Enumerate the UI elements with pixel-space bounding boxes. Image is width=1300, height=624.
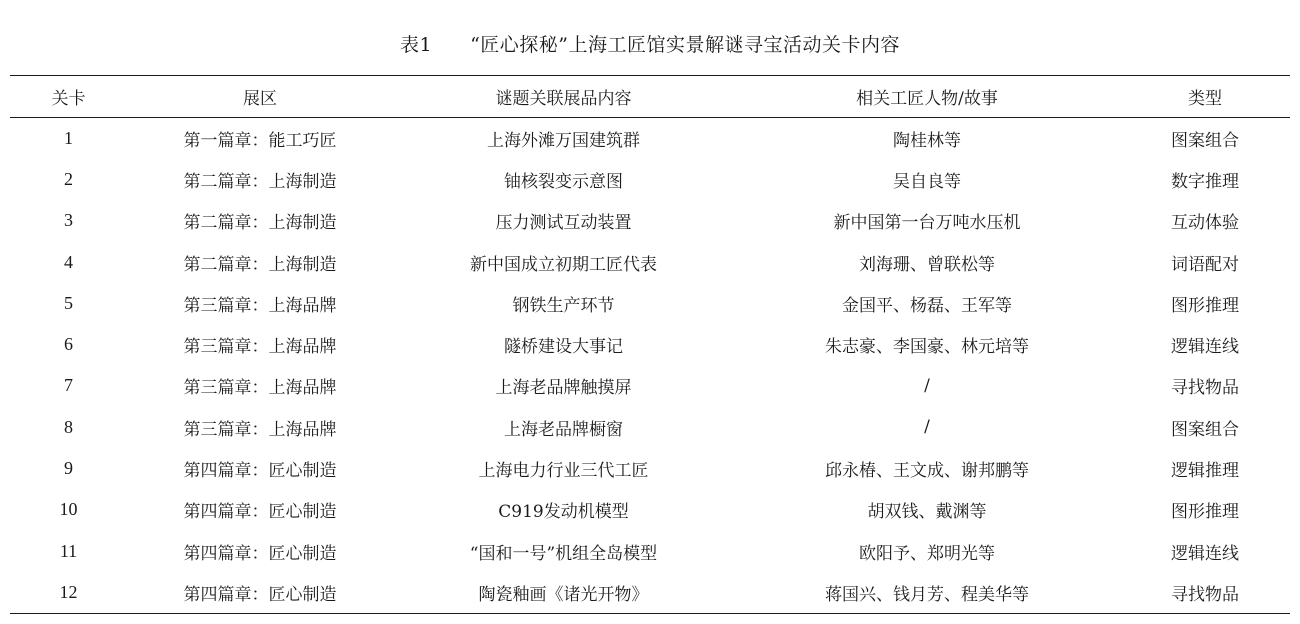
cell-exhibit: 上海外滩万国建筑群 [487, 130, 640, 151]
cell-zone: 第三篇章：上海品牌 [183, 378, 337, 399]
table-row [10, 365, 1290, 406]
table-row [10, 448, 1290, 489]
table-caption [0, 30, 1300, 57]
cell-level: 9 [64, 458, 73, 479]
cell-exhibit: 上海老品牌触摸屏 [495, 378, 632, 399]
cell-people: 欧阳予、郑明光等 [859, 543, 995, 564]
cell-type: 寻找物品 [1120, 572, 1290, 613]
cell-level: 8 [64, 416, 73, 437]
cell-exhibit: 上海老品牌橱窗 [504, 419, 623, 440]
cell-type: 图案组合 [1171, 130, 1239, 151]
cell-type: 图案组合 [1171, 419, 1239, 440]
cell-people: 朱志豪、李国豪、林元培等 [825, 337, 1029, 358]
table-row [10, 159, 1290, 200]
cell-zone: 第三篇章：上海品牌 [183, 295, 337, 316]
cell-level: 10 [59, 499, 78, 520]
cell-type: 寻找物品 [1171, 378, 1239, 399]
cell-zone: 第四篇章：匠心制造 [127, 572, 393, 613]
cell-people: 吴自良等 [893, 171, 961, 192]
header-people: 相关工匠人物/故事 [734, 76, 1120, 118]
table-header [10, 76, 1290, 118]
cell-level: 5 [64, 292, 73, 313]
cell-type: 图形推理 [1171, 295, 1239, 316]
cell-exhibit: 隧桥建设大事记 [504, 337, 623, 358]
cell-zone: 第二篇章：上海制造 [183, 171, 337, 192]
header-type: 类型 [1120, 76, 1290, 118]
cell-exhibit: 铀核裂变示意图 [504, 171, 623, 192]
header-exhibit: 谜题关联展品内容 [393, 76, 734, 118]
cell-people: 蒋国兴、钱月芳、程美华等 [734, 572, 1120, 613]
table-row [10, 283, 1290, 324]
cell-type: 互动体验 [1171, 213, 1239, 234]
cell-level: 6 [64, 334, 73, 355]
cell-people: 陶桂林等 [893, 130, 961, 151]
cell-type: 图形推理 [1171, 502, 1239, 523]
cell-type: 逻辑连线 [1171, 337, 1239, 358]
cell-people: / [924, 417, 930, 438]
cell-level: 4 [64, 251, 73, 272]
header-row [10, 76, 1290, 118]
cell-people: 胡双钱、戴渊等 [867, 502, 987, 523]
table-number: 表1 [399, 34, 433, 56]
cell-exhibit: 上海电力行业三代工匠 [478, 461, 649, 482]
cell-exhibit: 陶瓷釉画《诸光开物》 [393, 572, 734, 613]
cell-exhibit: “国和一号”机组全岛模型 [469, 543, 658, 564]
cell-exhibit: 钢铁生产环节 [512, 295, 615, 316]
cell-people: / [924, 375, 930, 396]
cell-zone: 第一篇章：能工巧匠 [183, 130, 337, 151]
cell-level: 2 [64, 168, 73, 189]
cell-people: 邱永椿、王文成、谢邦鹏等 [825, 461, 1029, 482]
table-row [10, 407, 1290, 448]
cell-zone: 第三篇章：上海品牌 [183, 419, 337, 440]
cell-type: 逻辑连线 [1171, 543, 1239, 564]
table-body [10, 118, 1290, 614]
table-row [10, 489, 1290, 530]
cell-level: 1 [64, 127, 73, 148]
cell-level: 3 [64, 210, 73, 231]
cell-people: 刘海珊、曾联松等 [859, 254, 995, 275]
cell-zone: 第三篇章：上海品牌 [183, 337, 337, 358]
cell-exhibit: 新中国成立初期工匠代表 [470, 254, 657, 275]
table-title: “匠心探秘”上海工匠馆实景解谜寻宝活动关卡内容 [470, 34, 901, 56]
cell-exhibit: C919发动机模型 [498, 502, 629, 523]
cell-level: 11 [59, 540, 78, 561]
cell-zone: 第二篇章：上海制造 [183, 213, 337, 234]
levels-table [10, 75, 1290, 614]
cell-zone: 第四篇章：匠心制造 [183, 461, 337, 482]
cell-level: 7 [64, 375, 73, 396]
header-level: 关卡 [10, 76, 127, 118]
cell-type: 逻辑推理 [1171, 461, 1239, 482]
header-zone: 展区 [127, 76, 393, 118]
table-row [10, 324, 1290, 365]
cell-people: 新中国第一台万吨水压机 [833, 213, 1021, 234]
table-row [10, 241, 1290, 282]
cell-zone: 第四篇章：匠心制造 [183, 502, 337, 523]
table-row [10, 572, 1290, 613]
table-row [10, 118, 1290, 159]
cell-zone: 第二篇章：上海制造 [183, 254, 337, 275]
table-row [10, 530, 1290, 571]
cell-people: 金国平、杨磊、王军等 [842, 295, 1012, 316]
cell-level: 12 [10, 572, 127, 613]
cell-type: 数字推理 [1171, 171, 1239, 192]
cell-zone: 第四篇章：匠心制造 [183, 543, 337, 564]
table-row [10, 200, 1290, 241]
cell-exhibit: 压力测试互动装置 [495, 213, 632, 234]
cell-type: 词语配对 [1171, 254, 1239, 275]
